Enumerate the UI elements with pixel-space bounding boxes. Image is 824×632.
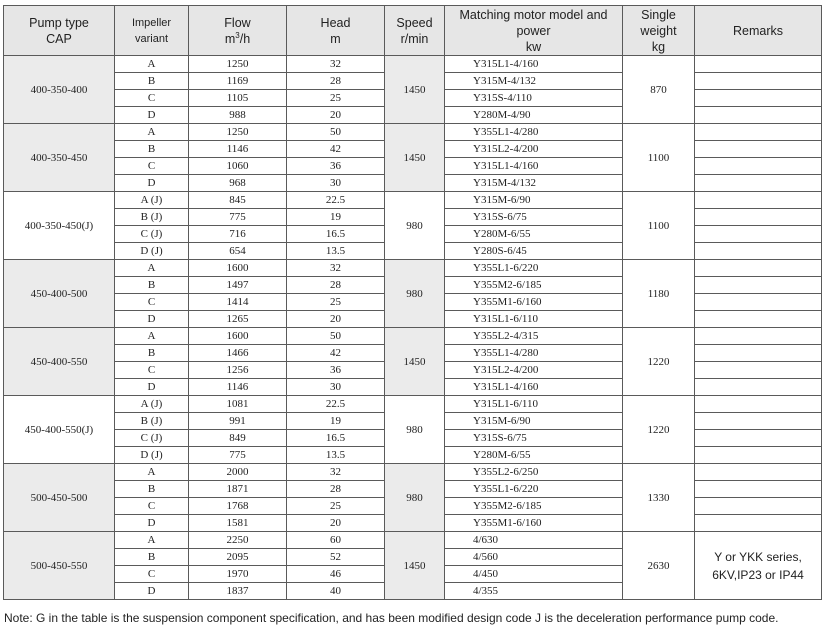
motor-cell: Y315S-4/110: [445, 90, 623, 107]
motor-cell: Y280M-6/55: [445, 447, 623, 464]
flow-cell: 1169: [189, 73, 287, 90]
head-cell: 42: [287, 345, 385, 362]
pump-type-cell: 400-350-450: [4, 124, 115, 192]
table-row: [4, 56, 822, 73]
remarks-cell: [695, 209, 822, 226]
remarks-cell: [695, 226, 822, 243]
remarks-cell: Y or YKK series, 6KV,IP23 or IP44: [695, 532, 822, 600]
pump-type-cell: 500-450-550: [4, 532, 115, 600]
head-cell: 28: [287, 277, 385, 294]
remarks-cell: [695, 158, 822, 175]
head-cell: 28: [287, 73, 385, 90]
table-row: [4, 396, 822, 413]
head-cell: 32: [287, 260, 385, 277]
header-impeller-variant: Impeller variant: [115, 6, 189, 56]
head-cell: 28: [287, 481, 385, 498]
head-cell: 50: [287, 328, 385, 345]
head-cell: 32: [287, 56, 385, 73]
head-cell: 30: [287, 379, 385, 396]
table-row: [4, 192, 822, 209]
flow-cell: 849: [189, 430, 287, 447]
motor-cell: Y280M-4/90: [445, 107, 623, 124]
motor-cell: Y355L1-4/280: [445, 124, 623, 141]
weight-cell: 870: [623, 56, 695, 124]
motor-cell: Y315M-6/90: [445, 413, 623, 430]
head-cell: 19: [287, 209, 385, 226]
impeller-variant-cell: A: [115, 328, 189, 345]
flow-cell: 1466: [189, 345, 287, 362]
impeller-variant-cell: D (J): [115, 243, 189, 260]
weight-cell: 1220: [623, 328, 695, 396]
header-speed: Speed r/min: [385, 6, 445, 56]
motor-cell: Y280M-6/55: [445, 226, 623, 243]
remarks-cell: [695, 515, 822, 532]
head-cell: 42: [287, 141, 385, 158]
impeller-variant-cell: C: [115, 498, 189, 515]
remarks-cell: [695, 447, 822, 464]
impeller-variant-cell: A: [115, 532, 189, 549]
flow-cell: 1414: [189, 294, 287, 311]
motor-cell: Y315M-4/132: [445, 175, 623, 192]
header-head: Head m: [287, 6, 385, 56]
remarks-cell: [695, 464, 822, 481]
impeller-variant-cell: A (J): [115, 192, 189, 209]
motor-cell: Y315S-6/75: [445, 209, 623, 226]
remarks-cell: [695, 328, 822, 345]
head-cell: 13.5: [287, 447, 385, 464]
head-cell: 20: [287, 311, 385, 328]
remarks-cell: [695, 260, 822, 277]
head-cell: 36: [287, 158, 385, 175]
motor-cell: Y315M-4/132: [445, 73, 623, 90]
weight-cell: 1180: [623, 260, 695, 328]
remarks-cell: [695, 498, 822, 515]
motor-cell: Y315L1-4/160: [445, 56, 623, 73]
flow-cell: 1497: [189, 277, 287, 294]
motor-cell: Y315L1-6/110: [445, 311, 623, 328]
impeller-variant-cell: D: [115, 311, 189, 328]
impeller-variant-cell: B: [115, 73, 189, 90]
impeller-variant-cell: A: [115, 56, 189, 73]
table-row: [4, 124, 822, 141]
weight-cell: 1220: [623, 396, 695, 464]
flow-cell: 991: [189, 413, 287, 430]
header-pump-type: Pump type CAP: [4, 6, 115, 56]
impeller-variant-cell: D: [115, 175, 189, 192]
pump-type-cell: 400-350-450(J): [4, 192, 115, 260]
flow-cell: 1060: [189, 158, 287, 175]
head-cell: 22.5: [287, 396, 385, 413]
footnote: Note: G in the table is the suspension component specification, and has been modified design code J is the deceleration performance pump code.: [4, 611, 779, 625]
pump-type-cell: 450-400-550: [4, 328, 115, 396]
impeller-variant-cell: C: [115, 294, 189, 311]
remarks-cell: [695, 413, 822, 430]
impeller-variant-cell: C: [115, 362, 189, 379]
impeller-variant-cell: D: [115, 379, 189, 396]
head-cell: 19: [287, 413, 385, 430]
impeller-variant-cell: C (J): [115, 430, 189, 447]
weight-cell: 1100: [623, 192, 695, 260]
flow-cell: 1256: [189, 362, 287, 379]
table-row: [4, 260, 822, 277]
impeller-variant-cell: B (J): [115, 209, 189, 226]
flow-cell: 1105: [189, 90, 287, 107]
flow-cell: 775: [189, 447, 287, 464]
table-row: [4, 532, 822, 549]
flow-cell: 1600: [189, 328, 287, 345]
head-cell: 16.5: [287, 226, 385, 243]
flow-cell: 1581: [189, 515, 287, 532]
speed-cell: 1450: [385, 532, 445, 600]
remarks-cell: [695, 73, 822, 90]
flow-cell: 716: [189, 226, 287, 243]
head-cell: 40: [287, 583, 385, 600]
motor-cell: Y355L1-6/220: [445, 481, 623, 498]
motor-cell: Y355L1-6/220: [445, 260, 623, 277]
head-cell: 25: [287, 294, 385, 311]
speed-cell: 980: [385, 260, 445, 328]
impeller-variant-cell: C (J): [115, 226, 189, 243]
impeller-variant-cell: D: [115, 107, 189, 124]
speed-cell: 1450: [385, 124, 445, 192]
impeller-variant-cell: B (J): [115, 413, 189, 430]
speed-cell: 980: [385, 396, 445, 464]
speed-cell: 980: [385, 464, 445, 532]
head-cell: 32: [287, 464, 385, 481]
flow-cell: 1837: [189, 583, 287, 600]
motor-cell: 4/560: [445, 549, 623, 566]
motor-cell: Y355L1-4/280: [445, 345, 623, 362]
motor-cell: Y315L1-4/160: [445, 158, 623, 175]
remarks-cell: [695, 430, 822, 447]
head-cell: 16.5: [287, 430, 385, 447]
pump-spec-table: [3, 5, 822, 600]
weight-cell: 1330: [623, 464, 695, 532]
table-row: [4, 464, 822, 481]
flow-cell: 654: [189, 243, 287, 260]
remarks-cell: [695, 396, 822, 413]
motor-cell: Y315M-6/90: [445, 192, 623, 209]
impeller-variant-cell: C: [115, 158, 189, 175]
motor-cell: Y355L2-4/315: [445, 328, 623, 345]
head-cell: 25: [287, 498, 385, 515]
impeller-variant-cell: C: [115, 566, 189, 583]
motor-cell: Y315L1-4/160: [445, 379, 623, 396]
head-cell: 13.5: [287, 243, 385, 260]
remarks-cell: [695, 345, 822, 362]
remarks-cell: [695, 107, 822, 124]
impeller-variant-cell: B: [115, 549, 189, 566]
flow-cell: 1265: [189, 311, 287, 328]
head-cell: 22.5: [287, 192, 385, 209]
remarks-cell: [695, 90, 822, 107]
motor-cell: Y315L2-4/200: [445, 362, 623, 379]
pump-spec-table-container: [3, 5, 821, 600]
header-motor: Matching motor model and power kw: [445, 6, 623, 56]
motor-cell: Y315L2-4/200: [445, 141, 623, 158]
impeller-variant-cell: B: [115, 481, 189, 498]
flow-cell: 1250: [189, 56, 287, 73]
pump-type-cell: 500-450-500: [4, 464, 115, 532]
header-flow: Flow $m^3/h$: [189, 6, 287, 56]
pump-type-cell: 450-400-500: [4, 260, 115, 328]
motor-cell: Y280S-6/45: [445, 243, 623, 260]
header-weight: Single weight kg: [623, 6, 695, 56]
remarks-cell: [695, 175, 822, 192]
flow-cell: 775: [189, 209, 287, 226]
table-body: [4, 56, 822, 600]
header-row: [4, 6, 822, 56]
impeller-variant-cell: D: [115, 583, 189, 600]
flow-cell: 1871: [189, 481, 287, 498]
head-cell: 20: [287, 107, 385, 124]
head-cell: 46: [287, 566, 385, 583]
motor-cell: Y315L1-6/110: [445, 396, 623, 413]
remarks-cell: [695, 141, 822, 158]
motor-cell: Y355L2-6/250: [445, 464, 623, 481]
flow-cell: 1970: [189, 566, 287, 583]
remarks-cell: [695, 294, 822, 311]
head-cell: 20: [287, 515, 385, 532]
motor-cell: Y355M2-6/185: [445, 277, 623, 294]
motor-cell: Y355M1-6/160: [445, 515, 623, 532]
remarks-cell: [695, 277, 822, 294]
head-cell: 25: [287, 90, 385, 107]
motor-cell: 4/630: [445, 532, 623, 549]
weight-cell: 2630: [623, 532, 695, 600]
speed-cell: 1450: [385, 328, 445, 396]
impeller-variant-cell: D (J): [115, 447, 189, 464]
head-cell: 50: [287, 124, 385, 141]
head-cell: 30: [287, 175, 385, 192]
remarks-cell: [695, 192, 822, 209]
impeller-variant-cell: A: [115, 464, 189, 481]
remarks-cell: [695, 362, 822, 379]
impeller-variant-cell: B: [115, 345, 189, 362]
flow-cell: 2250: [189, 532, 287, 549]
motor-cell: Y355M1-6/160: [445, 294, 623, 311]
remarks-cell: [695, 56, 822, 73]
flow-cell: 2000: [189, 464, 287, 481]
remarks-cell: [695, 243, 822, 260]
flow-cell: 1081: [189, 396, 287, 413]
head-cell: 60: [287, 532, 385, 549]
table-row: [4, 328, 822, 345]
flow-cell: 1768: [189, 498, 287, 515]
flow-cell: 1600: [189, 260, 287, 277]
impeller-variant-cell: A (J): [115, 396, 189, 413]
remarks-cell: [695, 481, 822, 498]
flow-cell: 1250: [189, 124, 287, 141]
pump-type-cell: 450-400-550(J): [4, 396, 115, 464]
flow-cell: 1146: [189, 379, 287, 396]
motor-cell: 4/355: [445, 583, 623, 600]
impeller-variant-cell: B: [115, 277, 189, 294]
speed-cell: 980: [385, 192, 445, 260]
flow-cell: 2095: [189, 549, 287, 566]
impeller-variant-cell: A: [115, 124, 189, 141]
impeller-variant-cell: C: [115, 90, 189, 107]
motor-cell: 4/450: [445, 566, 623, 583]
flow-cell: 968: [189, 175, 287, 192]
motor-cell: Y315S-6/75: [445, 430, 623, 447]
speed-cell: 1450: [385, 56, 445, 124]
remarks-cell: [695, 124, 822, 141]
pump-type-cell: 400-350-400: [4, 56, 115, 124]
impeller-variant-cell: A: [115, 260, 189, 277]
impeller-variant-cell: D: [115, 515, 189, 532]
motor-cell: Y355M2-6/185: [445, 498, 623, 515]
flow-cell: 845: [189, 192, 287, 209]
flow-cell: 1146: [189, 141, 287, 158]
flow-cell: 988: [189, 107, 287, 124]
impeller-variant-cell: B: [115, 141, 189, 158]
head-cell: 36: [287, 362, 385, 379]
head-cell: 52: [287, 549, 385, 566]
remarks-cell: [695, 379, 822, 396]
header-remarks: Remarks: [695, 6, 822, 56]
weight-cell: 1100: [623, 124, 695, 192]
remarks-cell: [695, 311, 822, 328]
